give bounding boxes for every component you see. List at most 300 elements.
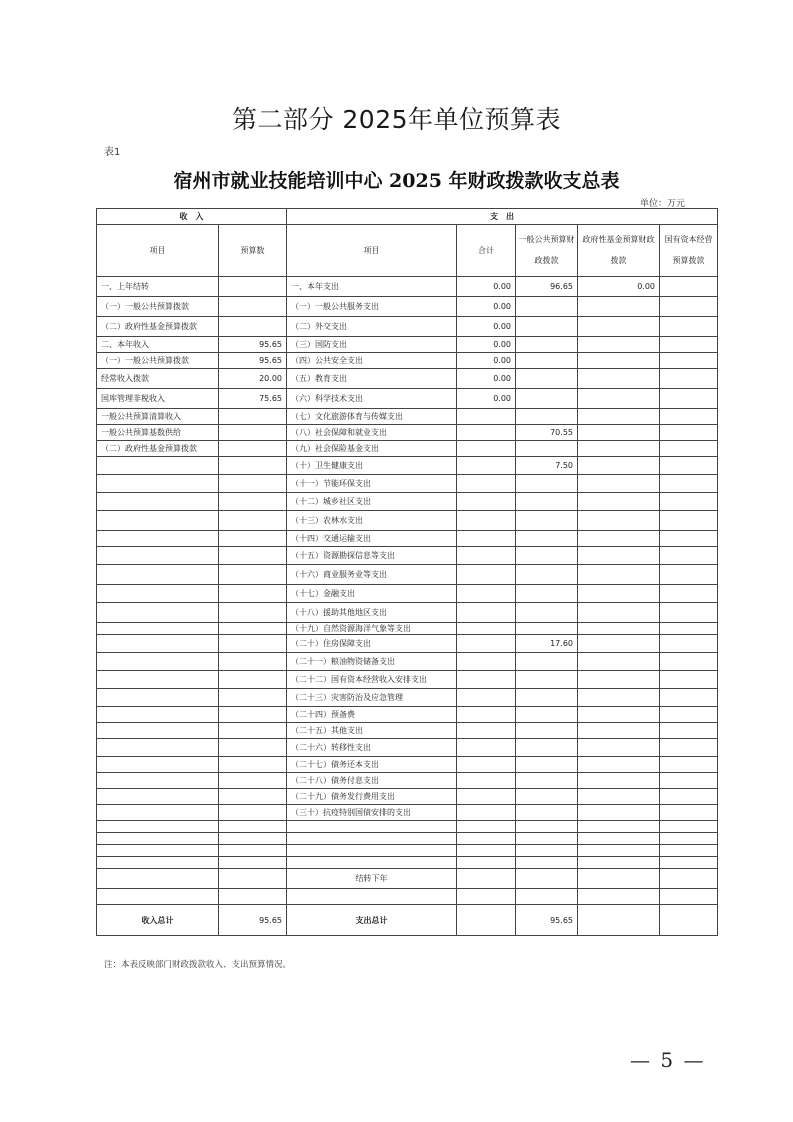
fund-budget-cell	[578, 585, 660, 603]
table-row	[97, 547, 718, 565]
state-capital-cell	[660, 635, 718, 653]
expense-item-cell: （二十四）预备费	[287, 707, 457, 723]
fund-budget-cell	[578, 389, 660, 409]
expense-item-cell	[287, 833, 457, 845]
income-amount-cell	[219, 547, 287, 565]
table-row	[97, 857, 718, 869]
budget-table	[96, 208, 718, 936]
expense-item-cell: 一、本年支出	[287, 277, 457, 297]
general-budget-cell	[516, 805, 578, 821]
income-item-cell	[97, 857, 219, 869]
fund-budget-cell	[578, 653, 660, 671]
general-budget-cell	[516, 789, 578, 805]
expense-item-cell: （九）社会保险基金支出	[287, 441, 457, 457]
income-amount-cell: 75.65	[219, 389, 287, 409]
income-item-cell	[97, 789, 219, 805]
fund-budget-cell	[578, 353, 660, 369]
unit-note: 单位：万元	[640, 199, 686, 209]
income-amount-cell	[219, 623, 287, 635]
table-row	[97, 635, 718, 653]
expense-total-cell	[457, 441, 516, 457]
table-row	[97, 723, 718, 739]
table-row	[97, 565, 718, 585]
state-capital-cell	[660, 389, 718, 409]
income-amount-cell	[219, 277, 287, 297]
fund-budget-cell	[578, 565, 660, 585]
state-capital-cell	[660, 821, 718, 833]
expense-total-cell: 0.00	[457, 277, 516, 297]
income-item-cell	[97, 707, 219, 723]
table-row	[97, 889, 718, 905]
income-item-cell	[97, 833, 219, 845]
table-row	[97, 425, 718, 441]
table-row	[97, 511, 718, 531]
expense-item-cell: （十一）节能环保支出	[287, 475, 457, 493]
expense-total-cell	[457, 757, 516, 773]
state-capital-cell	[660, 671, 718, 689]
expense-total-cell	[457, 689, 516, 707]
state-capital-cell	[660, 603, 718, 623]
general-budget-cell	[516, 773, 578, 789]
general-budget-cell	[516, 531, 578, 547]
income-item-cell	[97, 475, 219, 493]
document-title: 宿州市就业技能培训中心 2025 年财政拨款收支总表	[173, 170, 620, 192]
fund-budget-cell	[578, 369, 660, 389]
income-item-cell	[97, 805, 219, 821]
general-budget-cell	[516, 547, 578, 565]
table-row	[97, 353, 718, 369]
state-capital-cell	[660, 857, 718, 869]
state-capital-cell	[660, 869, 718, 889]
expense-item-cell: （十七）金融支出	[287, 585, 457, 603]
expense-item-cell: （十四）交通运输支出	[287, 531, 457, 547]
income-amount-cell	[219, 821, 287, 833]
income-item-cell: 一、上年结转	[97, 277, 219, 297]
table-row	[97, 441, 718, 457]
income-item-cell: （一）一般公共预算拨款	[97, 297, 219, 317]
expense-item-cell: （二十三）灾害防治及应急管理	[287, 689, 457, 707]
income-item-cell	[97, 635, 219, 653]
income-item-cell	[97, 739, 219, 757]
expense-item-cell: （十八）援助其他地区支出	[287, 603, 457, 623]
expense-total-sum	[457, 905, 516, 936]
state-capital-cell	[660, 457, 718, 475]
state-capital-cell	[660, 511, 718, 531]
expense-item-cell: （五）教育支出	[287, 369, 457, 389]
income-item-cell	[97, 723, 219, 739]
table-row	[97, 789, 718, 805]
income-total-amount: 95.65	[219, 905, 287, 936]
state-capital-cell	[660, 441, 718, 457]
col-expense-item: 项目	[287, 225, 457, 277]
general-budget-cell	[516, 297, 578, 317]
income-item-cell	[97, 603, 219, 623]
expense-group-header: 支 出	[287, 209, 718, 225]
expense-item-cell	[287, 821, 457, 833]
expense-total-cell	[457, 457, 516, 475]
income-amount-cell	[219, 457, 287, 475]
page-number: — 5 —	[630, 1048, 706, 1072]
fund-budget-cell	[578, 773, 660, 789]
fund-budget-cell	[578, 297, 660, 317]
fund-budget-cell	[578, 337, 660, 353]
expense-item-cell: （六）科学技术支出	[287, 389, 457, 409]
income-item-cell	[97, 623, 219, 635]
expense-total-fund	[578, 905, 660, 936]
state-capital-cell	[660, 789, 718, 805]
expense-total-cell	[457, 565, 516, 585]
table-row	[97, 277, 718, 297]
income-item-cell	[97, 773, 219, 789]
general-budget-cell	[516, 845, 578, 857]
income-item-cell: 二、本年收入	[97, 337, 219, 353]
fund-budget-cell	[578, 475, 660, 493]
state-capital-cell	[660, 757, 718, 773]
fund-budget-cell	[578, 833, 660, 845]
income-item-cell: 一般公共预算清算收入	[97, 409, 219, 425]
income-amount-cell: 20.00	[219, 369, 287, 389]
fund-budget-cell: 0.00	[578, 277, 660, 297]
table-row	[97, 457, 718, 475]
table-row	[97, 869, 718, 889]
fund-budget-cell	[578, 805, 660, 821]
col-general-budget: 一般公共预算财政拨款	[516, 225, 578, 277]
table-row	[97, 821, 718, 833]
fund-budget-cell	[578, 707, 660, 723]
income-amount-cell	[219, 493, 287, 511]
income-item-cell: 经常收入拨款	[97, 369, 219, 389]
column-header-row	[97, 225, 718, 277]
table-row	[97, 585, 718, 603]
general-budget-cell	[516, 757, 578, 773]
income-amount-cell	[219, 475, 287, 493]
col-income-item: 项目	[97, 225, 219, 277]
general-budget-cell	[516, 833, 578, 845]
state-capital-cell	[660, 653, 718, 671]
expense-item-cell: （二）外交支出	[287, 317, 457, 337]
income-amount-cell	[219, 297, 287, 317]
income-item-cell: （二）政府性基金预算拨款	[97, 317, 219, 337]
expense-item-cell	[287, 889, 457, 905]
income-amount-cell: 95.65	[219, 337, 287, 353]
expense-item-cell: （十九）自然资源海洋气象等支出	[287, 623, 457, 635]
general-budget-cell	[516, 353, 578, 369]
income-item-cell	[97, 565, 219, 585]
fund-budget-cell	[578, 635, 660, 653]
table-row	[97, 845, 718, 857]
expense-total-cell: 0.00	[457, 353, 516, 369]
general-budget-cell: 70.55	[516, 425, 578, 441]
income-total-label: 收入总计	[97, 905, 219, 936]
fund-budget-cell	[578, 789, 660, 805]
fund-budget-cell	[578, 511, 660, 531]
expense-total-cell	[457, 511, 516, 531]
table-row	[97, 409, 718, 425]
budget-body	[97, 277, 718, 905]
general-budget-cell	[516, 475, 578, 493]
expense-item-cell	[287, 845, 457, 857]
income-amount-cell	[219, 317, 287, 337]
fund-budget-cell	[578, 689, 660, 707]
col-fund-budget: 政府性基金预算财政拨款	[578, 225, 660, 277]
expense-total-cell	[457, 805, 516, 821]
fund-budget-cell	[578, 671, 660, 689]
general-budget-cell	[516, 723, 578, 739]
expense-total-label: 支出总计	[287, 905, 457, 936]
table-row	[97, 653, 718, 671]
expense-item-cell: （二十二）国有资本经营收入安排支出	[287, 671, 457, 689]
group-header-row	[97, 209, 718, 225]
expense-item-cell: （二十七）债务还本支出	[287, 757, 457, 773]
expense-total-cell	[457, 821, 516, 833]
expense-total-cell	[457, 869, 516, 889]
general-budget-cell	[516, 441, 578, 457]
expense-total-cell	[457, 739, 516, 757]
expense-item-cell: （二十五）其他支出	[287, 723, 457, 739]
expense-item-cell: （一）一般公共服务支出	[287, 297, 457, 317]
expense-item-cell: （二十九）债务发行费用支出	[287, 789, 457, 805]
expense-total-cell	[457, 671, 516, 689]
fund-budget-cell	[578, 757, 660, 773]
income-amount-cell	[219, 689, 287, 707]
fund-budget-cell	[578, 493, 660, 511]
income-group-header: 收 入	[97, 209, 287, 225]
income-amount-cell	[219, 511, 287, 531]
table-row	[97, 337, 718, 353]
expense-total-general: 95.65	[516, 905, 578, 936]
general-budget-cell	[516, 493, 578, 511]
state-capital-cell	[660, 369, 718, 389]
table-row	[97, 317, 718, 337]
income-item-cell	[97, 889, 219, 905]
income-item-cell	[97, 757, 219, 773]
expense-item-cell: （十）卫生健康支出	[287, 457, 457, 475]
expense-total-cell	[457, 857, 516, 869]
expense-total-cell	[457, 773, 516, 789]
income-amount-cell	[219, 603, 287, 623]
income-item-cell: （二）政府性基金预算拨款	[97, 441, 219, 457]
general-budget-cell	[516, 689, 578, 707]
expense-total-cell	[457, 723, 516, 739]
state-capital-cell	[660, 833, 718, 845]
income-item-cell	[97, 547, 219, 565]
expense-total-cell	[457, 845, 516, 857]
income-amount-cell	[219, 869, 287, 889]
expense-total-cell	[457, 547, 516, 565]
fund-budget-cell	[578, 723, 660, 739]
expense-item-cell: （二十一）粮油物资储备支出	[287, 653, 457, 671]
table-row	[97, 623, 718, 635]
general-budget-cell	[516, 409, 578, 425]
expense-total-cell: 0.00	[457, 389, 516, 409]
income-item-cell	[97, 531, 219, 547]
income-amount-cell	[219, 653, 287, 671]
state-capital-cell	[660, 889, 718, 905]
state-capital-cell	[660, 353, 718, 369]
general-budget-cell	[516, 603, 578, 623]
state-capital-cell	[660, 805, 718, 821]
table-number: 表1	[104, 147, 121, 158]
income-amount-cell	[219, 565, 287, 585]
fund-budget-cell	[578, 603, 660, 623]
expense-item-cell	[287, 857, 457, 869]
income-amount-cell	[219, 805, 287, 821]
general-budget-cell	[516, 389, 578, 409]
expense-total-cell	[457, 585, 516, 603]
expense-item-cell: （十六）商业服务业等支出	[287, 565, 457, 585]
income-amount-cell	[219, 889, 287, 905]
income-item-cell	[97, 671, 219, 689]
state-capital-cell	[660, 739, 718, 757]
income-amount-cell	[219, 707, 287, 723]
col-state-capital: 国有资本经营预算拨款	[660, 225, 718, 277]
fund-budget-cell	[578, 547, 660, 565]
general-budget-cell	[516, 317, 578, 337]
general-budget-cell	[516, 585, 578, 603]
state-capital-cell	[660, 317, 718, 337]
expense-total-cell	[457, 475, 516, 493]
col-total: 合计	[457, 225, 516, 277]
col-income-amount: 预算数	[219, 225, 287, 277]
income-item-cell: 一般公共预算基数供给	[97, 425, 219, 441]
expense-total-cell	[457, 789, 516, 805]
income-amount-cell	[219, 857, 287, 869]
expense-item-cell: （三十）抗疫特别国债安排的支出	[287, 805, 457, 821]
general-budget-cell: 96.65	[516, 277, 578, 297]
general-budget-cell: 17.60	[516, 635, 578, 653]
income-amount-cell	[219, 425, 287, 441]
income-item-cell	[97, 869, 219, 889]
state-capital-cell	[660, 689, 718, 707]
state-capital-cell	[660, 409, 718, 425]
general-budget-cell	[516, 821, 578, 833]
income-item-cell	[97, 585, 219, 603]
state-capital-cell	[660, 547, 718, 565]
income-amount-cell	[219, 441, 287, 457]
general-budget-cell	[516, 707, 578, 723]
general-budget-cell	[516, 623, 578, 635]
totals-row	[97, 905, 718, 936]
general-budget-cell	[516, 337, 578, 353]
fund-budget-cell	[578, 869, 660, 889]
fund-budget-cell	[578, 845, 660, 857]
table-row	[97, 739, 718, 757]
state-capital-cell	[660, 337, 718, 353]
state-capital-cell	[660, 277, 718, 297]
expense-item-cell: （七）文化旅游体育与传媒支出	[287, 409, 457, 425]
expense-total-cell	[457, 531, 516, 547]
fund-budget-cell	[578, 821, 660, 833]
expense-total-cell	[457, 603, 516, 623]
expense-total-cell	[457, 409, 516, 425]
general-budget-cell	[516, 565, 578, 585]
expense-item-cell: （十三）农林水支出	[287, 511, 457, 531]
expense-total-cell: 0.00	[457, 369, 516, 389]
income-amount-cell	[219, 409, 287, 425]
general-budget-cell	[516, 671, 578, 689]
income-amount-cell	[219, 585, 287, 603]
state-capital-cell	[660, 845, 718, 857]
fund-budget-cell	[578, 441, 660, 457]
fund-budget-cell	[578, 409, 660, 425]
fund-budget-cell	[578, 457, 660, 475]
table-row	[97, 757, 718, 773]
state-capital-cell	[660, 707, 718, 723]
income-item-cell	[97, 493, 219, 511]
part-title: 第二部分 2025年单位预算表	[231, 105, 562, 134]
fund-budget-cell	[578, 531, 660, 547]
table-row	[97, 833, 718, 845]
table-row	[97, 689, 718, 707]
fund-budget-cell	[578, 857, 660, 869]
income-item-cell	[97, 689, 219, 707]
expense-total-cell	[457, 833, 516, 845]
income-amount-cell	[219, 723, 287, 739]
income-amount-cell	[219, 833, 287, 845]
expense-total-cell	[457, 425, 516, 441]
expense-item-cell: （二十）住房保障支出	[287, 635, 457, 653]
state-capital-cell	[660, 297, 718, 317]
income-item-cell	[97, 457, 219, 475]
expense-item-cell: （二十六）转移性支出	[287, 739, 457, 757]
footnote: 注：本表反映部门财政拨款收入、支出预算情况。	[104, 960, 292, 970]
income-amount-cell	[219, 773, 287, 789]
income-item-cell	[97, 653, 219, 671]
general-budget-cell	[516, 889, 578, 905]
table-row	[97, 297, 718, 317]
income-item-cell	[97, 511, 219, 531]
expense-item-cell: （十五）资源勘探信息等支出	[287, 547, 457, 565]
state-capital-cell	[660, 475, 718, 493]
state-capital-cell	[660, 623, 718, 635]
expense-item-cell: 结转下年	[287, 869, 457, 889]
general-budget-cell	[516, 869, 578, 889]
general-budget-cell	[516, 369, 578, 389]
expense-item-cell: （十二）城乡社区支出	[287, 493, 457, 511]
income-item-cell: 国库管理非税收入	[97, 389, 219, 409]
general-budget-cell	[516, 511, 578, 531]
expense-item-cell: （三）国防支出	[287, 337, 457, 353]
table-row	[97, 531, 718, 547]
expense-total-cell: 0.00	[457, 317, 516, 337]
income-item-cell	[97, 845, 219, 857]
income-amount-cell	[219, 739, 287, 757]
table-row	[97, 773, 718, 789]
income-amount-cell	[219, 635, 287, 653]
expense-total-cell: 0.00	[457, 297, 516, 317]
state-capital-cell	[660, 425, 718, 441]
state-capital-cell	[660, 565, 718, 585]
table-row	[97, 707, 718, 723]
general-budget-cell: 7.50	[516, 457, 578, 475]
expense-item-cell: （二十八）债务付息支出	[287, 773, 457, 789]
fund-budget-cell	[578, 739, 660, 757]
state-capital-cell	[660, 773, 718, 789]
table-row	[97, 369, 718, 389]
table-row	[97, 389, 718, 409]
fund-budget-cell	[578, 317, 660, 337]
expense-total-cell: 0.00	[457, 337, 516, 353]
income-item-cell: （一）一般公共预算拨款	[97, 353, 219, 369]
general-budget-cell	[516, 653, 578, 671]
expense-total-cell	[457, 707, 516, 723]
fund-budget-cell	[578, 889, 660, 905]
general-budget-cell	[516, 739, 578, 757]
table-row	[97, 671, 718, 689]
table-row	[97, 475, 718, 493]
expense-total-cell	[457, 493, 516, 511]
expense-total-cell	[457, 653, 516, 671]
